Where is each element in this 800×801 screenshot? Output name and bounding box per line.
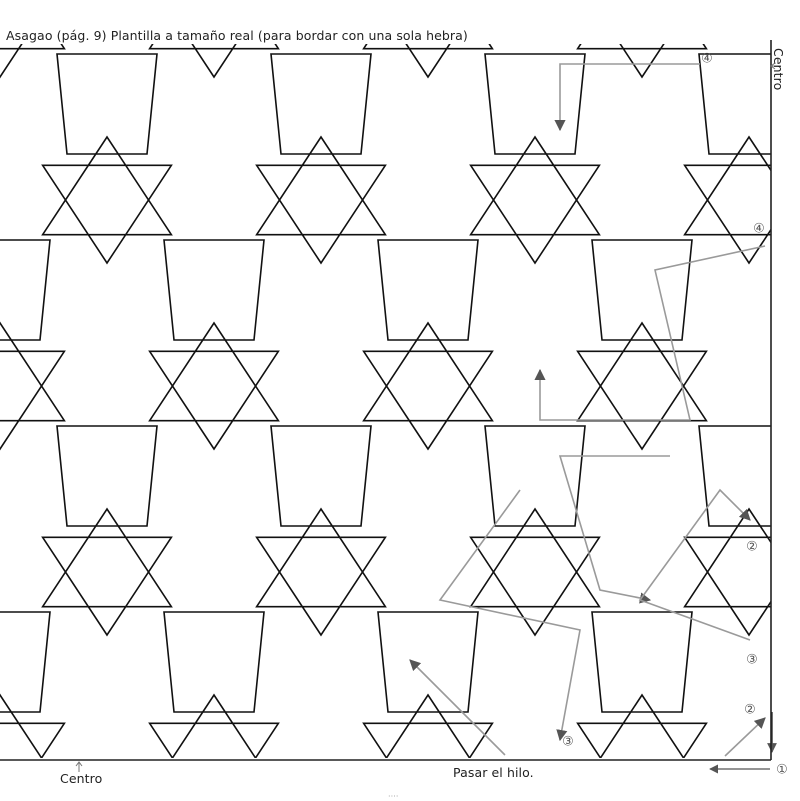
step-marker-2b: ② (744, 702, 756, 718)
star-triangle (43, 137, 172, 235)
star-triangle (364, 351, 493, 449)
step-markers (562, 52, 788, 778)
template-title: Asagao (pág. 9) Plantilla a tamaño real (para bordar con una sola hebra) (6, 28, 468, 43)
star-triangle (0, 695, 64, 793)
step-marker-3a: ③ (746, 652, 758, 668)
star-triangle (578, 0, 707, 77)
stitch-guide-paths (410, 64, 772, 756)
star-triangle (257, 509, 386, 607)
petal-tile (378, 612, 478, 712)
star-triangle (792, 723, 800, 800)
star-triangle (792, 351, 800, 449)
guide-path-middle (560, 456, 670, 600)
star-triangle (685, 165, 800, 263)
star-triangle (471, 165, 600, 263)
star-triangle (578, 695, 707, 793)
star-triangle (43, 165, 172, 263)
star-triangle (43, 537, 172, 635)
star-triangle (364, 323, 493, 421)
petal-tile (0, 612, 50, 712)
star-triangle (0, 323, 64, 421)
star-triangle (257, 537, 386, 635)
guide-path-lower-right (640, 490, 750, 640)
petal-tile (57, 426, 157, 526)
star-triangle (257, 165, 386, 263)
petal-tile (592, 612, 692, 712)
centro-label-bottom: Centro (60, 771, 103, 786)
petal-tile (0, 240, 50, 340)
star-triangle (150, 695, 279, 793)
star-triangle (792, 0, 800, 49)
star-triangle (685, 137, 800, 235)
step-marker-4a: ④ (701, 51, 713, 67)
star-triangle (792, 695, 800, 793)
star-triangle (364, 723, 493, 800)
petal-tile (485, 54, 585, 154)
petal-tile (485, 426, 585, 526)
petal-tile (164, 612, 264, 712)
star-triangle (792, 0, 800, 77)
star-triangle (578, 351, 707, 449)
step-marker-1a: ① (776, 762, 788, 778)
petal-tile (271, 54, 371, 154)
guide-path-upper-right (540, 246, 765, 420)
star-triangle (685, 537, 800, 635)
step-marker-3b: ③ (562, 734, 574, 750)
star-triangle (0, 351, 64, 449)
step-marker-4b: ④ (753, 221, 765, 237)
star-triangle (792, 323, 800, 421)
pasar-hilo-label: Pasar el hilo. (453, 765, 534, 780)
petal-tile (57, 54, 157, 154)
centro-label-right: Centro (771, 48, 786, 91)
step-marker-2a: ② (746, 539, 758, 555)
petal-tile (378, 240, 478, 340)
star-triangle (257, 137, 386, 235)
guide-path-lower-left (440, 490, 580, 740)
petal-tile (592, 240, 692, 340)
petal-tile (699, 426, 799, 526)
star-triangle (150, 323, 279, 421)
star-triangle (150, 723, 279, 800)
star-triangle (150, 351, 279, 449)
bottom-dots: ···· (388, 792, 399, 801)
star-triangle (578, 723, 707, 800)
petal-tile (164, 240, 264, 340)
star-triangle (578, 0, 707, 49)
star-triangle (685, 509, 800, 607)
star-triangle (43, 509, 172, 607)
petal-tile (271, 426, 371, 526)
guide-path-corner (725, 718, 765, 756)
star-triangle (471, 137, 600, 235)
star-triangle (0, 723, 64, 800)
